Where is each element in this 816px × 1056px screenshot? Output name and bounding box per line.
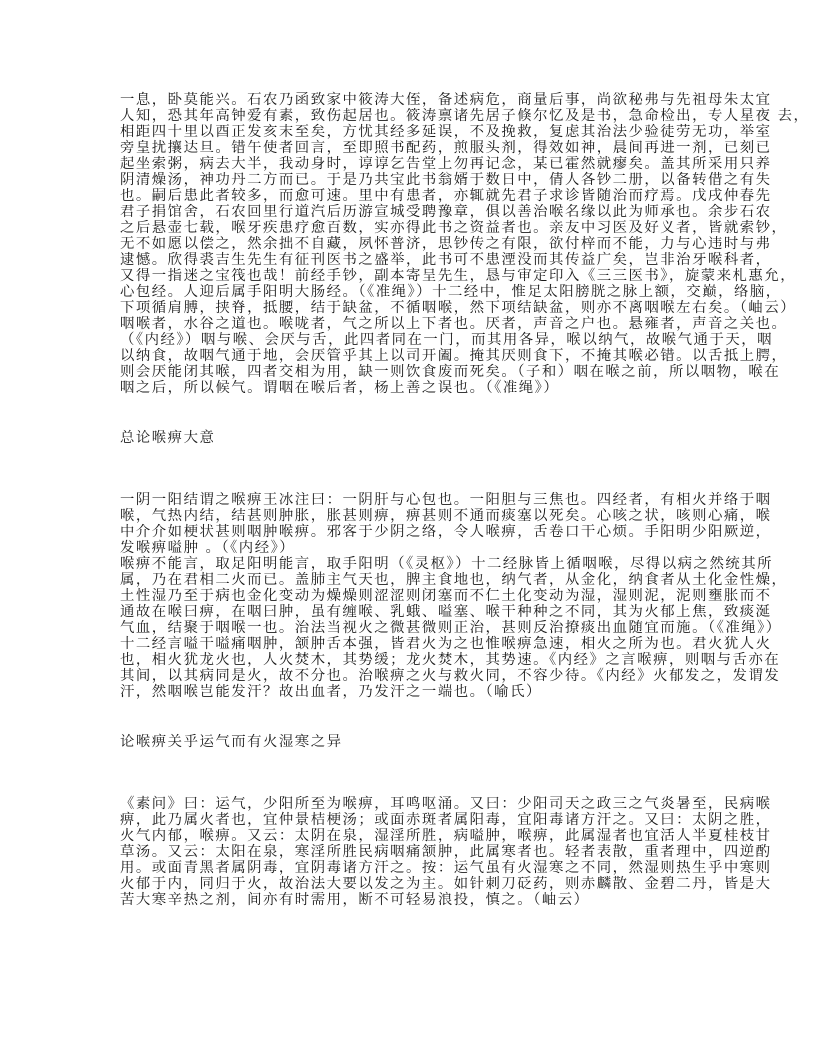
text-line: （《内经》）咽与喉、会厌与舌，此四者同在一门，而其用各异，喉以纳气，故喉气通于天，咽: [120, 332, 774, 348]
text-line: 起坐索粥，病去大半，我动身时，谆谆乞告堂上勿再记念，某已霍然就瘳矣。盖其所采用只养: [120, 156, 772, 172]
text-line: 又得一指迷之宝筏也哉！前经手钞，副本寄呈先生，恳与审定印入《三三医书》，旋蒙来札惠允，: [120, 268, 797, 284]
text-line: 通故在喉曰痹，在咽曰肿，虽有缠喉、乳蛾、嗌塞、喉干种种之不同，其为火郁上焦，致痰涎: [120, 604, 772, 620]
text-line: 痹，此乃属火者也，宜仲景桔梗汤；或面赤斑者属阳毒，宜阳毒诸方汗之。又曰：太阴之胜，: [120, 812, 772, 828]
text-line: 逮憾。欣得裘吉生先生有征刊医书之盛举，此书可不患湮没而其传益广矣，岂非治牙喉科者，: [120, 252, 772, 268]
text-line: 喉痹不能言，取足阳明能言，取手阳明（《灵枢》）十二经脉皆上循咽喉，尽得以病之然统其所: [120, 556, 774, 572]
spacer: [120, 396, 710, 430]
text-line: 君子捐馆舍，石农回里行道汽后历游宣城受聘豫章，俱以善治喉名缘以此为师承也。余步石农: [120, 204, 772, 220]
text-line: 下项循肩膊，挟脊，抵腰，结于缺盆，不循咽喉，然下项结缺盆，则亦不离咽喉左右矣。（岫云）: [120, 300, 797, 316]
text-line: 中介介如梗状甚则咽肿喉痹。邪客于少阴之络，令人喉痹，舌卷口干心烦。手阳明少阳厥逆，: [120, 524, 772, 540]
text-line: 咽喉者，水谷之道也。喉咙者，气之所以上下者也。厌者，声音之户也。悬雍者，声音之关也。: [120, 316, 788, 332]
text-line: 无不如愿以偿之，然余拙不自藏，夙怀普济，思钞传之有限，欲付梓而不能，力与心违时与弗: [120, 236, 772, 252]
text-line: 则会厌能闭其喉，四者交相为用，缺一则饮食废而死矣。（子和）咽在喉之前，所以咽物，喉在: [120, 364, 781, 380]
text-line: 也，相火犹龙火也，人火焚木，其势缓；龙火焚木，其势速。《内经》之言喉痹，则咽与舌亦在: [120, 652, 781, 668]
text-line: 十二经言嗌干嗌痛咽肿，颔肿舌本强，皆君火为之也惟喉痹急速，相火之所为也。君火犹人火: [120, 636, 772, 652]
text-line: 土性湿乃至于病也金化变动为燥燥则涩涩则闭塞而不仁土化变动为湿，湿则泥，泥则壅胀而不: [120, 588, 772, 604]
text-line: 咽之后，所以候气。谓咽在喉后者，杨上善之误也。（《准绳》）: [120, 380, 560, 396]
text-line: 心包经。人迎后属手阳明大肠经。（《准绳》）十二经中，惟足太阳膀胱之脉上额，交巅，络脑，: [120, 284, 782, 300]
text-line: 苦大寒辛热之剂，间亦有时需用，断不可轻易浪投，慎之。（岫云）: [120, 892, 590, 908]
text-line: 阴清燥汤，神功丹二方而已。于是乃共宝此书翁婿于数日中，倩人各钞二册，以备转借之有失: [120, 172, 772, 188]
text-line: 之后悬壶七载，喉牙疾患疗愈百数，实亦得此书之资益者也。亲友中习医及好义者，皆就索钞，: [120, 220, 788, 236]
spacer: [120, 446, 710, 492]
text-line: 以纳食，故咽气通于地，会厌管乎其上以司开阖。掩其厌则食下，不掩其喉必错。以舌抵上腭，: [120, 348, 788, 364]
text-line: 汗，然咽喉岂能发汗？故出血者，乃发汗之一端也。（喻氏）: [120, 684, 542, 700]
text-line: 相距四十里以酉正发亥末至矣，方忧其经多延误，不及挽救，复虑其治法少验徒劳无功，举室: [120, 124, 772, 140]
text-line: 一息，卧莫能兴。石农乃函致家中筱涛大侄，备述病危，商量后事，尚欲秘弗与先祖母朱太宜: [120, 92, 772, 108]
text-line: 草汤。又云：太阳在泉，寒淫所胜民病咽痛颔肿，此属寒者也。轻者表散，重者理中，四逆酌: [120, 844, 772, 860]
text-line: 也。嗣后患此者较多，而愈可速。里中有患者，亦辄就先君子求诊皆随治而疗焉。戊戌仲春先: [120, 188, 772, 204]
section-heading-throat-bi-overview: 总论喉痹大意: [120, 430, 216, 446]
text-line: 人知，恐其年高钟爱有素，致伤起居也。筱涛禀诸先居子倏尔忆及是书，急命检出，专人星夜 去，: [120, 108, 810, 124]
text-line: 一阴一阳结谓之喉痹王冰注曰：一阴肝与心包也。一阳胆与三焦也。四经者，有相火并络于咽: [120, 492, 772, 508]
paragraph-throat-bi-overview: [120, 492, 788, 700]
text-line: 其间，以其病同是火，故不分也。治喉痹之火与救火同，不容少待。《内经》火郁发之，发谓发: [120, 668, 781, 684]
spacer: [120, 700, 710, 734]
text-line: 气血，结聚于咽喉一也。治法当视火之微甚微则正治，甚则反治撩痰出血随宜而施。（《准绳》）: [120, 620, 782, 636]
paragraph-intro-history: [120, 92, 810, 396]
section-heading-qi-fire-damp-cold: 论喉痹关乎运气而有火湿寒之异: [120, 734, 343, 750]
text-line: 旁皇扰攘达旦。错午使者回言，至即照书配药，煎服头剂，得效如神，晨间再进一剂，已刻已: [120, 140, 772, 156]
text-line: 火气内郁，喉痹。又云：太阴在泉，湿淫所胜，病嗌肿，喉痹，此属湿者也宜活人半夏桂枝甘: [120, 828, 772, 844]
paragraph-qi-fire-damp-cold: [120, 796, 772, 908]
spacer: [120, 750, 710, 796]
document-page: [120, 92, 810, 908]
text-line: 《素问》曰：运气，少阳所至为喉痹，耳鸣呕涌。又曰：少阳司天之政三之气炎暑至，民病喉: [120, 796, 772, 812]
text-line: 属，乃在君相二火而已。盖肺主气天也，脾主食地也，纳气者，从金化，纳食者从土化金性燥，: [120, 572, 788, 588]
text-line: 发喉痹嗌肿 。（《内经》）: [120, 540, 296, 556]
text-line: 火郁于内，同归于火，故治法大要以发之为主。如针刺刀砭药，则赤麟散、金碧二丹，皆是大: [120, 876, 772, 892]
text-line: 喉，气热内结，结甚则肿胀，胀甚则痹，痹甚则不通而痰塞以死矣。心咳之状，咳则心痛，喉: [120, 508, 772, 524]
text-line: 用。或面青黑者属阴毒，宜阴毒诸方汗之。按：运气虽有火湿寒之不同，然湿则热生乎中寒则: [120, 860, 772, 876]
